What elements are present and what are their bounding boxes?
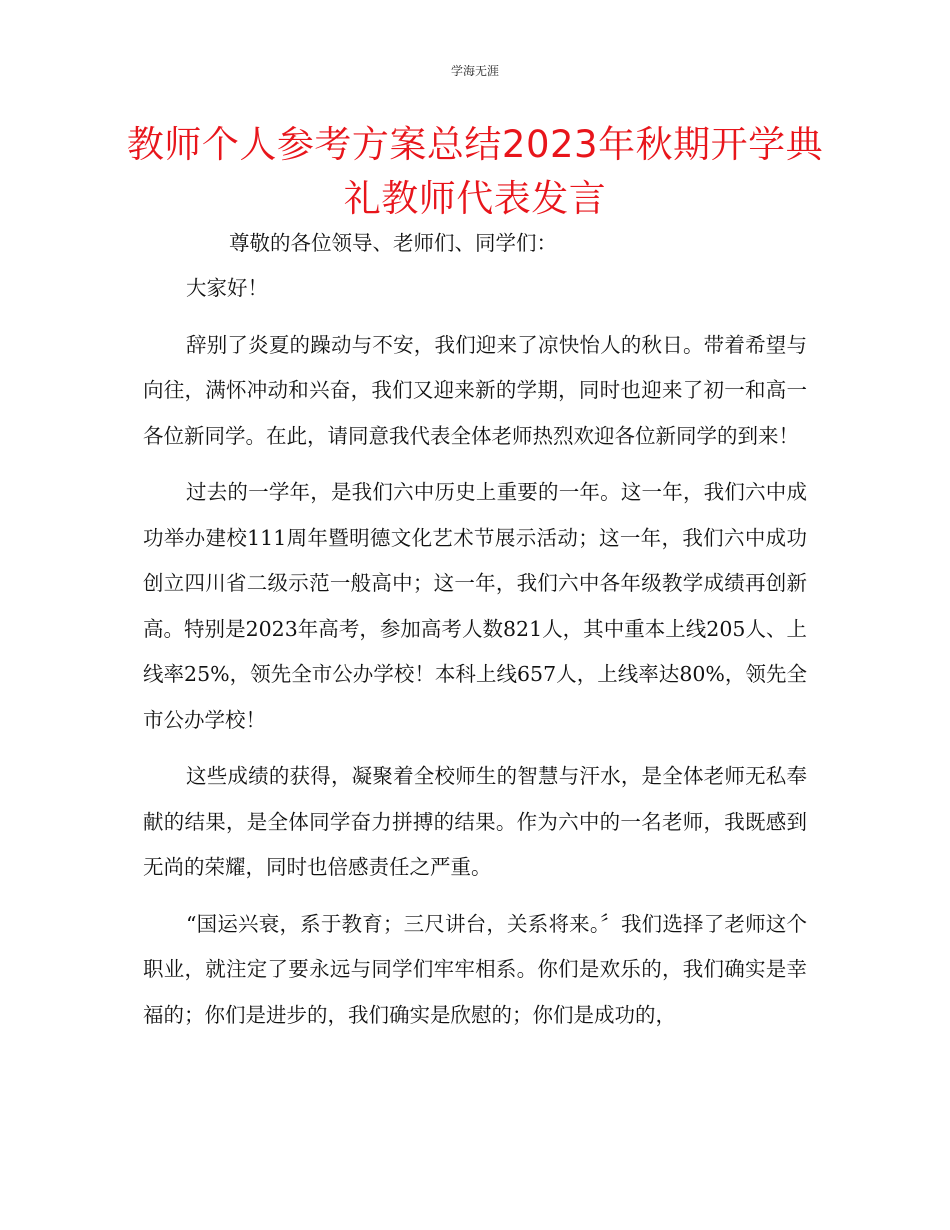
paragraph-greeting: 大家好！	[186, 276, 268, 300]
document-title: 教师个人参考方案总结2023年秋期开学典礼教师代表发言	[126, 123, 824, 220]
document-body	[143, 266, 807, 1038]
paragraph-welcome: 辞别了炎夏的躁动与不安，我们迎来了凉快怡人的秋日。带着希望与向往，满怀冲动和兴奋，我们又迎来新的学期，同时也迎来了初一和高一各位新同学。在此，请同意我代表全体老师热烈欢迎各位新同学的到来！	[143, 332, 807, 448]
paragraph-mission: “国运兴衰，系于教育；三尺讲台，关系将来。〞我们选择了老师这个职业，就注定了要永远与同学们牢牢相系。你们是欢乐的，我们确实是幸福的；你们是进步的，我们确实是欣慰的；你们是成功的，	[143, 911, 807, 1027]
paragraph-gratitude: 这些成绩的获得，凝聚着全校师生的智慧与汗水，是全体老师无私奉献的结果，是全体同学奋力拼搏的结果。作为六中的一名老师，我既感到无尚的荣耀，同时也倍感责任之严重。	[143, 764, 807, 879]
page-header: 学海无涯	[450, 64, 499, 78]
paragraph-achievements: 过去的一学年，是我们六中历史上重要的一年。这一年，我们六中成功举办建校111周年暨明德文化艺术节展示活动；这一年，我们六中成功创立四川省二级示范一般高中；这一年，我们六中各年级教学成绩再创新高。特别是2023年高考，参加高考人数821人，其中重本上线205人、上线率25%，领先全市公办学校！本科上线657人，上线率达80%，领先全市公办学校！	[143, 480, 807, 732]
salutation: 尊敬的各位领导、老师们、同学们：	[229, 231, 557, 255]
